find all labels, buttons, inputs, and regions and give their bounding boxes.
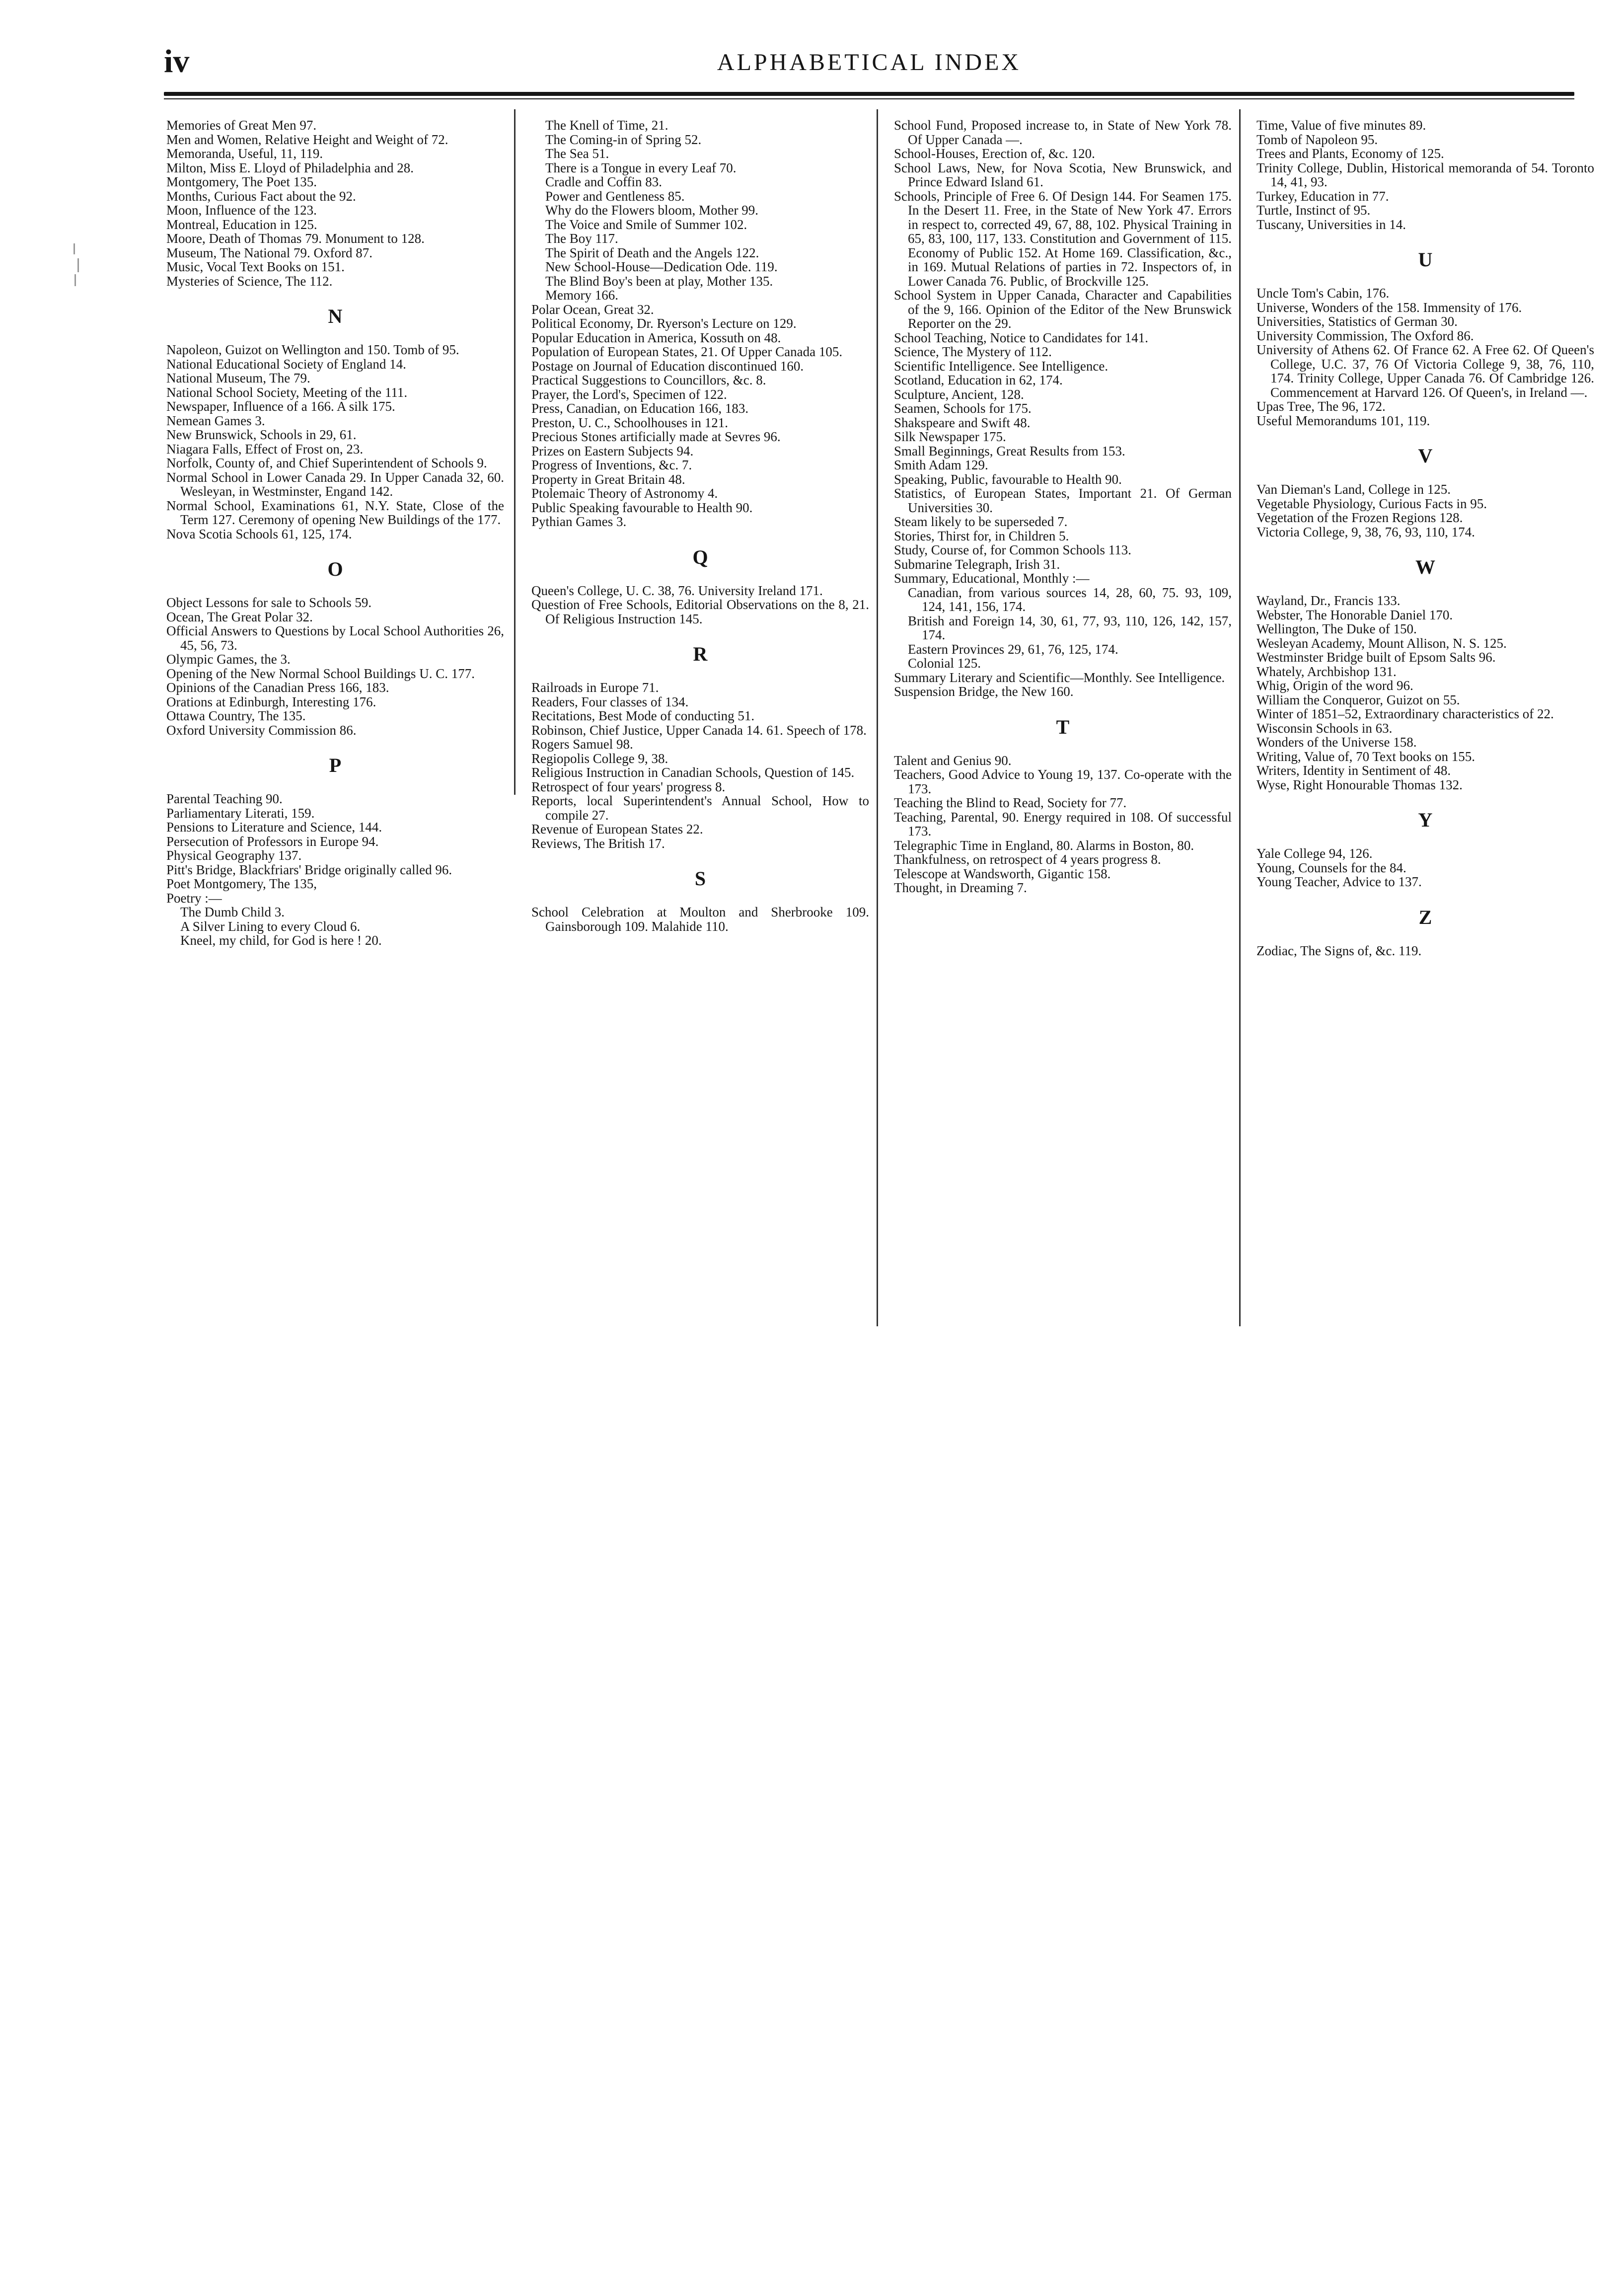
index-entry: Practical Suggestions to Councillors, &c. 8. [531,373,766,387]
page-number: iv [164,43,190,79]
index-entry: Postage on Journal of Education discontinued 160. [531,358,804,374]
index-entry: School Laws, New, for Nova Scotia, New Brunswick, and Prince Edward Island 61. [894,160,1232,189]
index-entry: Physical Geography 137. [166,848,302,863]
index-entry: Uncle Tom's Cabin, 176. [1256,286,1390,301]
index-entry: Writers, Identity in Sentiment of 48. [1256,763,1451,778]
index-entry: Universe, Wonders of the 158. Immensity of 176. [1256,300,1522,315]
section-letter: T [1056,715,1070,738]
index-entry: Shakspeare and Swift 48. [894,415,1031,430]
index-entry: Small Beginnings, Great Results from 153. [894,443,1125,458]
index-entry: Teaching, Parental, 90. Energy required in 108. Of successful 173. [894,809,1232,838]
index-subentry: Colonial 125. [908,656,981,671]
index-subentry: Memory 166. [545,288,618,303]
index-entry: Telescope at Wandsworth, Gigantic 158. [894,866,1111,881]
index-subentry: A Silver Lining to every Cloud 6. [180,918,361,934]
index-entry: Turkey, Education in 77. [1256,188,1389,204]
index-subentry: The Dumb Child 3. [180,905,285,919]
index-entry: Teachers, Good Advice to Young 19, 137. Co-operate with the 173. [894,767,1232,796]
index-entry: Opinions of the Canadian Press 166, 183. [166,680,389,695]
column-divider [514,109,516,795]
index-entry: Religious Instruction in Canadian Schools, Question of 145. [531,765,855,780]
index-entry: Precious Stones artificially made at Sevres 96. [531,429,781,444]
index-entry: Object Lessons for sale to Schools 59. [166,595,372,610]
index-subentry: Kneel, my child, for God is here ! 20. [180,933,382,948]
index-entry: Young Teacher, Advice to 137. [1256,874,1422,889]
index-entry: Schools, Principle of Free 6. Of Design 144. For Seamen 175. In the Desert 11. Free, in the State of New York 47. Errors in respect to, corrected 49, 67, 88, 102. Physical Training in 65, 83, 100, 117, 133. Constitution and Government of 115. Economy of Public 152. At Home 169. Classification, &c., in 169. Mutual Relations of parties in 72. Inspectors of, in Lower Canada 76. Public, of Brockville 125. [894,188,1232,289]
index-subentry: Eastern Provinces 29, 61, 76, 125, 174. [908,641,1118,657]
section-letter: U [1418,248,1433,271]
index-entry: Wonders of the Universe 158. [1256,735,1417,750]
index-entry: Napoleon, Guizot on Wellington and 150. Tomb of 95. [166,342,459,357]
index-entry: Men and Women, Relative Height and Weight of 72. [166,132,448,147]
column-divider [877,109,878,1326]
scan-artifact [74,243,80,288]
index-entry: Ottawa Country, The 135. [166,708,306,723]
index-entry: Olympic Games, the 3. [166,652,291,667]
index-entry: School System in Upper Canada, Character and Capabilities of the 9, 166. Opinion of the Editor of the New Brunswick Reporter on the 29. [894,288,1232,331]
index-subentry: The Voice and Smile of Summer 102. [545,217,747,232]
index-entry: Property in Great Britain 48. [531,471,685,487]
index-entry: Pythian Games 3. [531,514,627,529]
index-entry: Moore, Death of Thomas 79. Monument to 128. [166,231,425,246]
index-entry: Van Dieman's Land, College in 125. [1256,482,1451,497]
index-entry: Recitations, Best Mode of conducting 51. [531,708,755,723]
index-entry: Progress of Inventions, &c. 7. [531,457,692,472]
index-entry: Wayland, Dr., Francis 133. [1256,593,1401,608]
index-entry: Upas Tree, The 96, 172. [1256,399,1386,414]
index-entry: Scientific Intelligence. See Intelligence. [894,358,1108,374]
index-entry: Sculpture, Ancient, 128. [894,386,1024,402]
index-entry: Whig, Origin of the word 96. [1256,678,1413,693]
index-entry: Trees and Plants, Economy of 125. [1256,146,1444,161]
index-entry: Steam likely to be superseded 7. [894,514,1068,529]
index-entry: Population of European States, 21. Of Upper Canada 105. [531,344,843,359]
index-entry: Wesleyan Academy, Mount Allison, N. S. 125. [1256,635,1507,651]
index-subentry: There is a Tongue in every Leaf 70. [545,160,737,175]
index-entry: Poet Montgomery, The 135, [166,876,317,891]
index-entry: Polar Ocean, Great 32. [531,302,654,317]
index-entry: Yale College 94, 126. [1256,846,1373,861]
index-subentry: Power and Gentleness 85. [545,188,685,204]
index-entry: School Celebration at Moulton and Sherbrooke 109. Gainsborough 109. Malahide 110. [531,905,869,934]
index-entry: Ptolemaic Theory of Astronomy 4. [531,486,718,501]
index-entry: Useful Memorandums 101, 119. [1256,413,1430,428]
index-entry: Memoranda, Useful, 11, 119. [166,146,323,161]
index-subentry: The Sea 51. [545,146,609,161]
index-entry: Montreal, Education in 125. [166,217,317,232]
section-letter: W [1415,556,1435,578]
index-entry: Thought, in Dreaming 7. [894,880,1027,895]
index-subentry: The Coming-in of Spring 52. [545,132,702,147]
index-subentry: The Blind Boy's been at play, Mother 135. [545,273,773,289]
index-entry: School Fund, Proposed increase to, in State of New York 78. Of Upper Canada —. [894,118,1232,147]
running-head: ALPHABETICAL INDEX [717,49,1022,76]
index-entry: William the Conqueror, Guizot on 55. [1256,692,1460,707]
index-entry: Trinity College, Dublin, Historical memoranda of 54. Toronto 14, 41, 93. [1256,160,1594,189]
index-subentry: Cradle and Coffin 83. [545,174,662,189]
index-entry: Time, Value of five minutes 89. [1256,118,1426,133]
index-entry: Seamen, Schools for 175. [894,401,1032,416]
section-letter: S [694,867,706,890]
index-entry: Teaching the Blind to Read, Society for 77. [894,795,1127,810]
index-entry: Moon, Influence of the 123. [166,203,317,218]
index-entry: Press, Canadian, on Education 166, 183. [531,401,749,416]
index-entry: Reports, local Superintendent's Annual School, How to compile 27. [531,793,869,823]
index-entry: Official Answers to Questions by Local School Authorities 26, 45, 56, 73. [166,623,504,653]
index-entry: Tuscany, Universities in 14. [1256,217,1406,232]
index-entry: Reviews, The British 17. [531,836,665,851]
index-entry: Months, Curious Fact about the 92. [166,188,356,204]
index-subentry: Canadian, from various sources 14, 28, 60, 75. 93, 109, 124, 141, 156, 174. [908,585,1232,614]
index-entry: Parliamentary Literati, 159. [166,805,315,821]
index-entry: Pensions to Literature and Science, 144. [166,820,382,835]
index-column-1 [166,118,504,948]
index-entry: Thankfulness, on retrospect of 4 years progress 8. [894,852,1161,867]
index-column-3 [894,118,1232,895]
index-entry: New Brunswick, Schools in 29, 61. [166,427,357,442]
index-entry: Silk Newspaper 175. [894,429,1006,444]
index-entry: Westminster Bridge built of Epsom Salts 96. [1256,650,1496,665]
index-entry: Queen's College, U. C. 38, 76. University Ireland 171. [531,583,823,598]
index-entry: Newspaper, Influence of a 166. A silk 175. [166,399,395,414]
index-entry: Readers, Four classes of 134. [531,694,689,709]
index-entry: Wyse, Right Honourable Thomas 132. [1256,777,1463,792]
index-entry: Scotland, Education in 62, 174. [894,373,1063,387]
index-entry: Writing, Value of, 70 Text books on 155. [1256,749,1475,764]
index-entry: Wellington, The Duke of 150. [1256,621,1417,636]
index-entry: Museum, The National 79. Oxford 87. [166,245,372,260]
index-entry: Study, Course of, for Common Schools 113. [894,542,1131,557]
index-column-4 [1256,118,1594,958]
column-divider [1239,109,1241,1326]
section-letter: V [1418,445,1433,467]
section-letter: N [328,305,343,327]
index-subentry: Why do the Flowers bloom, Mother 99. [545,203,758,218]
index-entry: Rogers Samuel 98. [531,737,633,752]
index-entry: Persecution of Professors in Europe 94. [166,834,379,849]
index-entry: Summary Literary and Scientific—Monthly. See Intelligence. [894,670,1225,685]
index-entry: Normal School, Examinations 61, N.Y. State, Close of the Term 127. Ceremony of opening New Buildings of the 177. [166,498,504,527]
index-entry: School Teaching, Notice to Candidates for 141. [894,330,1148,345]
index-entry: Young, Counsels for the 84. [1256,860,1406,875]
index-entry: Political Economy, Dr. Ryerson's Lecture on 129. [531,316,797,331]
index-entry: Speaking, Public, favourable to Health 90. [894,471,1122,487]
index-entry: Smith Adam 129. [894,457,988,472]
index-entry: Norfolk, County of, and Chief Superintendent of Schools 9. [166,456,487,470]
index-entry: Whately, Archbishop 131. [1256,664,1397,679]
index-entry: Summary, Educational, Monthly :— [894,571,1090,586]
index-entry: Nemean Games 3. [166,413,265,428]
index-entry: Victoria College, 9, 38, 76, 93, 110, 174. [1256,524,1475,539]
index-entry: Revenue of European States 22. [531,822,703,837]
index-entry: Universities, Statistics of German 30. [1256,314,1458,329]
index-entry: Question of Free Schools, Editorial Observations on the 8, 21. Of Religious Instruction 145. [531,597,869,626]
index-entry: National School Society, Meeting of the 111. [166,384,408,400]
index-entry: Railroads in Europe 71. [531,680,659,695]
index-entry: Submarine Telegraph, Irish 31. [894,556,1060,572]
index-entry: Stories, Thirst for, in Children 5. [894,528,1069,543]
index-entry: Preston, U. C., Schoolhouses in 121. [531,415,729,430]
index-entry: Retrospect of four years' progress 8. [531,779,726,794]
index-subentry: New School-House—Dedication Ode. 119. [545,259,778,274]
index-entry: Prizes on Eastern Subjects 94. [531,443,694,458]
index-entry: Ocean, The Great Polar 32. [166,609,313,624]
index-entry: Prayer, the Lord's, Specimen of 122. [531,386,727,402]
index-column-2 [531,118,869,933]
index-entry: School-Houses, Erection of, &c. 120. [894,146,1095,161]
index-entry: Regiopolis College 9, 38. [531,751,668,766]
index-entry: Suspension Bridge, the New 160. [894,684,1074,699]
index-entry: Memories of Great Men 97. [166,118,317,133]
index-entry: University Commission, The Oxford 86. [1256,328,1474,343]
index-entry: Mysteries of Science, The 112. [166,273,333,289]
index-entry: Nova Scotia Schools 61, 125, 174. [166,526,352,541]
index-entry: Opening of the New Normal School Buildings U. C. 177. [166,666,475,681]
index-entry: Tomb of Napoleon 95. [1256,132,1378,147]
index-entry: Popular Education in America, Kossuth on 48. [531,330,781,345]
index-entry: Vegetable Physiology, Curious Facts in 95. [1256,496,1487,511]
index-entry: Montgomery, The Poet 135. [166,174,317,189]
index-entry: Milton, Miss E. Lloyd of Philadelphia and 28. [166,160,414,175]
index-entry: Talent and Genius 90. [894,753,1012,768]
section-letter: O [327,558,343,580]
index-entry: Zodiac, The Signs of, &c. 119. [1256,943,1422,958]
index-subentry: The Spirit of Death and the Angels 122. [545,245,759,260]
index-subentry: The Knell of Time, 21. [545,118,668,133]
index-entry: Turtle, Instinct of 95. [1256,203,1371,218]
section-letter: P [329,754,342,776]
section-letter: Y [1418,809,1433,831]
index-entry: Oxford University Commission 86. [166,722,357,738]
index-entry: Pitt's Bridge, Blackfriars' Bridge originally called 96. [166,862,452,877]
header-rule [164,92,1574,96]
index-entry: Statistics, of European States, Important 21. Of German Universities 30. [894,486,1232,515]
index-entry: Webster, The Honorable Daniel 170. [1256,607,1453,622]
index-entry: Science, The Mystery of 112. [894,344,1052,359]
index-subentry: The Boy 117. [545,231,618,246]
index-entry: Vegetation of the Frozen Regions 128. [1256,510,1463,525]
index-entry: Poetry :— [166,890,222,906]
section-letter: Q [692,545,708,568]
index-entry: Telegraphic Time in England, 80. Alarms in Boston, 80. [894,837,1194,853]
header-rule-thin [164,98,1574,99]
section-letter: R [693,643,708,665]
index-subentry: British and Foreign 14, 30, 61, 77, 93, 110, 126, 142, 157, 174. [908,613,1232,642]
index-entry: Orations at Edinburgh, Interesting 176. [166,694,376,709]
index-entry: Winter of 1851–52, Extraordinary characteristics of 22. [1256,706,1554,721]
index-entry: Normal School in Lower Canada 29. In Upper Canada 32, 60. Wesleyan, in Westminster, Engand 142. [166,469,504,499]
index-entry: Public Speaking favourable to Health 90. [531,500,753,515]
section-letter: Z [1418,906,1432,928]
index-entry: University of Athens 62. Of France 62. A Free 62. Of Queen's College, U.C. 37, 76 Of Victoria College 9, 38, 76, 110, 174. Trinity College, Upper Canada 76. Of Cambridge 126. Commencement at Harvard 126. Of Queen's, in Ireland —. [1256,342,1594,400]
index-entry: Parental Teaching 90. [166,791,283,806]
index-entry: National Museum, The 79. [166,371,310,385]
index-entry: National Educational Society of England 14. [166,356,406,372]
index-entry: Robinson, Chief Justice, Upper Canada 14. 61. Speech of 178. [531,722,867,738]
index-entry: Niagara Falls, Effect of Frost on, 23. [166,441,364,456]
index-entry: Wisconsin Schools in 63. [1256,720,1393,736]
index-entry: Music, Vocal Text Books on 151. [166,259,345,274]
page-header [164,43,1574,82]
